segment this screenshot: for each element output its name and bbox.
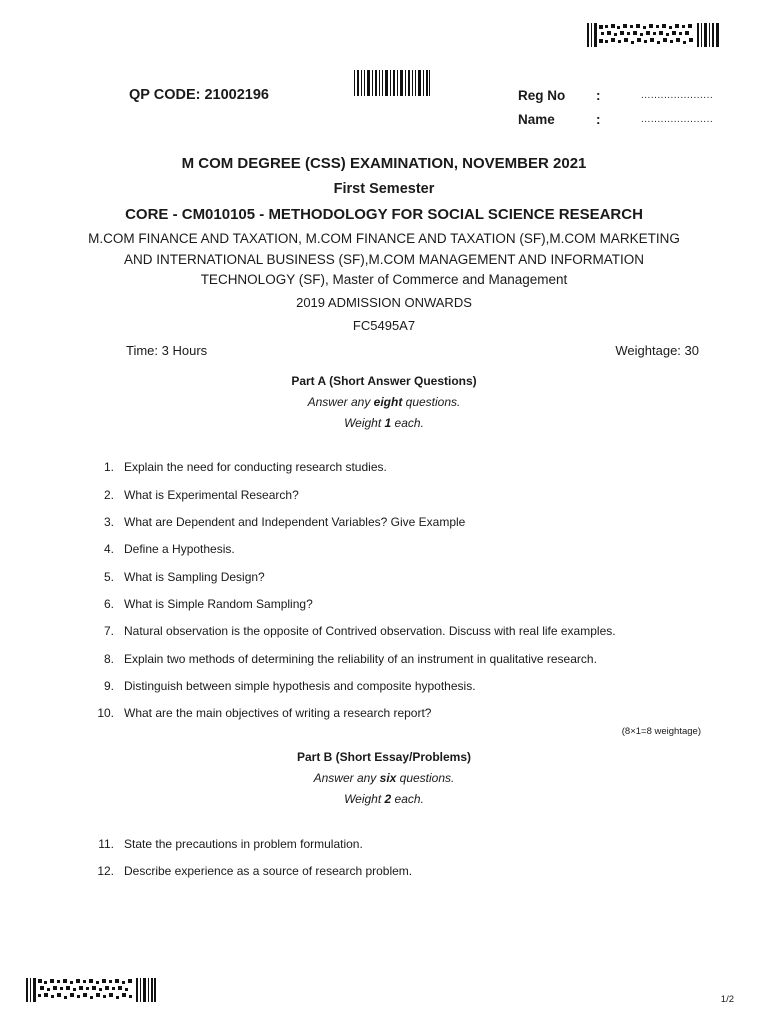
reg-no-field[interactable]: ...................... [641, 90, 714, 101]
reg-no-label: Reg No [518, 88, 566, 103]
part-b-instruction: Answer any six questions. [313, 771, 455, 785]
question-text: What are the main objectives of writing a research report? [124, 706, 432, 720]
part-a-instruction: Answer any eight questions. [307, 395, 461, 409]
course-title: CORE - CM010105 - METHODOLOGY FOR SOCIAL SCIENCE RESEARCH [125, 206, 643, 223]
qp-code: QP CODE: 21002196 [129, 87, 269, 103]
exam-title: M COM DEGREE (CSS) EXAMINATION, NOVEMBER 2021 [181, 155, 587, 172]
time-allowed: Time: 3 Hours [126, 343, 208, 358]
question-number: 10. [97, 706, 114, 720]
question-number: 5. [103, 570, 114, 584]
question-number: 3. [103, 515, 114, 529]
reg-no-colon: : [596, 88, 601, 103]
total-weightage: Weightage: 30 [615, 343, 699, 358]
question-number: 12. [97, 864, 114, 878]
question-text: Natural observation is the opposite of Contrived observation. Discuss with real life examples. [124, 624, 616, 638]
question-number: 6. [103, 597, 114, 611]
question-text: Explain two methods of determining the reliability of an instrument in qualitative research. [124, 652, 597, 666]
question-number: 7. [103, 624, 114, 638]
admission: 2019 ADMISSION ONWARDS [296, 295, 472, 310]
question-number: 8. [103, 652, 114, 666]
question-number: 4. [103, 542, 114, 556]
question-number: 9. [103, 679, 114, 693]
semester: First Semester [333, 181, 435, 197]
programme-line: AND INTERNATIONAL BUSINESS (SF),M.COM MANAGEMENT AND INFORMATION [123, 251, 645, 267]
programmes [0, 229, 768, 291]
part-b-heading: Part B (Short Essay/Problems) [296, 750, 472, 764]
part-a-weight: Weight 1 each. [344, 416, 424, 430]
name-field[interactable]: ...................... [641, 114, 714, 125]
question-number: 1. [103, 460, 114, 474]
question-text: Define a Hypothesis. [124, 542, 235, 556]
part-b-weight: Weight 2 each. [344, 792, 424, 806]
question-number: 2. [103, 488, 114, 502]
part-a-weightage-note: (8×1=8 weightage) [621, 726, 701, 737]
programme-line: M.COM FINANCE AND TAXATION, M.COM FINANCE AND TAXATION (SF),M.COM MARKETING [88, 231, 680, 246]
question-text: What is Experimental Research? [124, 488, 299, 502]
part-a-heading: Part A (Short Answer Questions) [291, 374, 477, 388]
qp-barcode [354, 70, 430, 96]
question-number: 11. [98, 837, 114, 851]
paper-code: FC5495A7 [352, 318, 416, 333]
question-text: Distinguish between simple hypothesis and composite hypothesis. [124, 679, 476, 693]
question-text: State the precautions in problem formulation. [124, 837, 363, 851]
question-text: What are Dependent and Independent Variables? Give Example [124, 515, 466, 529]
bottom-left-barcode [26, 978, 156, 1002]
programme-line: TECHNOLOGY (SF), Master of Commerce and Management [200, 272, 568, 287]
question-text: What is Sampling Design? [124, 570, 265, 584]
name-colon: : [596, 112, 601, 127]
page-number: 1/2 [720, 994, 734, 1005]
question-text: Describe experience as a source of research problem. [124, 864, 413, 878]
question-text: What is Simple Random Sampling? [124, 597, 313, 611]
name-label: Name [518, 112, 555, 127]
question-text: Explain the need for conducting research studies. [124, 460, 387, 474]
top-right-barcode [587, 23, 719, 47]
